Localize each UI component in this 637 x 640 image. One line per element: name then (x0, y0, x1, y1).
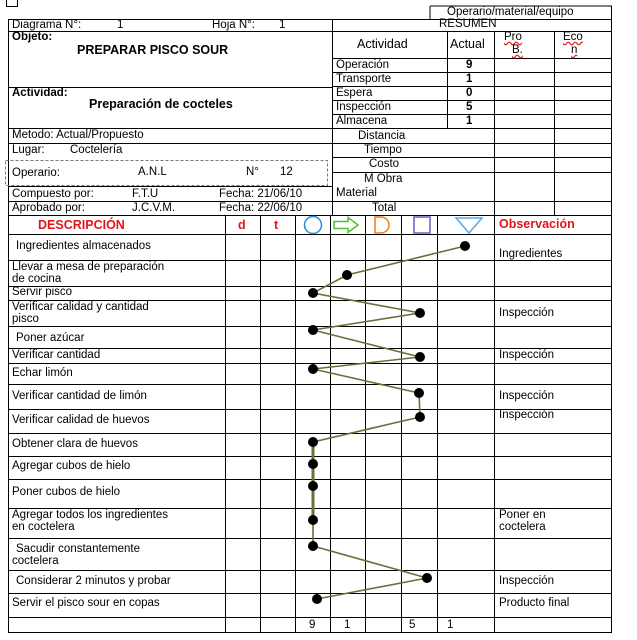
row-13-description-2: en coctelera (12, 521, 75, 533)
diagrama-value: 1 (117, 19, 124, 31)
aprobado-fecha: Fecha: 22/06/10 (219, 202, 303, 214)
row-6-observation: Inspección (499, 349, 554, 361)
summary-operacion-label: Operación (336, 59, 390, 71)
actividad-value: Preparación de cocteles (89, 97, 233, 111)
numero-label: N° (246, 166, 259, 178)
row-9-observation: Inspección (499, 409, 554, 421)
aprobado-value: J.C.V.M. (132, 202, 176, 214)
row-4-description: Verificar calidad y cantidad (12, 301, 149, 313)
row-15-observation: Inspección (499, 575, 554, 587)
flow-marker-row-12 (308, 481, 318, 491)
flow-marker-row-4 (415, 308, 425, 318)
aprobado-label: Aprobado por: (12, 202, 85, 214)
row-4-description-2: pisco (12, 313, 39, 325)
summary-operacion-actual: 9 (466, 59, 473, 71)
summary-costo: Costo (369, 158, 400, 170)
row-1-observation: Ingredientes (499, 248, 563, 260)
operario-material-equipo-label: Operario/material/equipo (447, 6, 574, 18)
objeto-value: PREPARAR PISCO SOUR (77, 43, 229, 57)
row-14-description: Sacudir constantemente (16, 543, 141, 555)
flow-marker-row-11 (308, 459, 318, 469)
flow-marker-row-9 (415, 412, 425, 422)
actividad-label: Actividad: (12, 87, 68, 99)
hoja-label: Hoja N°: (212, 19, 255, 31)
summary-espera-label: Espera (336, 87, 373, 99)
numero-value: 12 (280, 166, 293, 178)
d-header: d (238, 218, 246, 232)
row-14-description-2: coctelera (12, 555, 59, 567)
row-7-description: Echar limón (12, 367, 73, 379)
row-16-description: Servir el pisco sour en copas (12, 597, 160, 609)
summary-espera-actual: 0 (466, 87, 473, 99)
summary-inspeccion-label: Inspección (336, 101, 391, 113)
compuesto-fecha: Fecha: 21/06/10 (219, 188, 303, 200)
summary-total: Total (372, 202, 397, 214)
row-6-description: Verificar cantidad (12, 349, 101, 361)
flow-marker-row-3 (308, 288, 318, 298)
summary-col-eco: Eco (563, 31, 583, 43)
compuesto-value: F.T.U (132, 188, 159, 200)
summary-almacena-actual: 1 (466, 115, 473, 127)
row-15-description: Considerar 2 minutos y probar (16, 575, 171, 587)
summary-transporte-label: Transporte (336, 73, 392, 85)
t-header: t (274, 218, 279, 232)
row-10-description: Obtener clara de huevos (12, 438, 138, 450)
row-13-observation-2: coctelera (499, 521, 546, 533)
flow-marker-row-5 (308, 325, 318, 335)
flow-marker-row-8 (414, 388, 424, 398)
row-8-observation: Inspección (499, 390, 554, 402)
flow-marker-row-14 (308, 541, 318, 551)
summary-transporte-actual: 1 (466, 73, 473, 85)
row-5-description: Poner azúcar (16, 332, 85, 344)
row-2-description: Llevar a mesa de preparación (12, 261, 165, 273)
compuesto-label: Compuesto por: (12, 188, 94, 200)
resumen-title: RESUMEN (439, 18, 497, 30)
summary-distancia: Distancia (358, 130, 406, 142)
summary-tiempo: Tiempo (364, 144, 402, 156)
row-1-description: Ingredientes almacenados (16, 240, 151, 252)
summary-col-eco-2: n (571, 44, 578, 56)
objeto-label: Objeto: (12, 31, 53, 43)
flow-marker-row-16 (312, 594, 322, 604)
row-9-description: Verificar calidad de huevos (12, 414, 150, 426)
lugar-label: Lugar: (12, 144, 45, 156)
flow-connector-line (313, 246, 465, 599)
row-12-description: Poner cubos de hielo (12, 486, 121, 498)
diagrama-label: Diagrama N°: (12, 19, 82, 31)
row-13-description: Agregar todos los ingredientes (12, 509, 168, 521)
row-4-observation: Inspección (499, 307, 554, 319)
row-2-description-2: de cocina (12, 273, 62, 285)
row-3-description: Servir pisco (12, 286, 73, 298)
row-13-observation: Poner en (499, 509, 546, 521)
flow-marker-row-6 (415, 352, 425, 362)
flow-marker-row-15 (422, 573, 432, 583)
summary-col-actividad: Actividad (357, 37, 408, 51)
row-8-description: Verificar cantidad de limón (12, 390, 147, 402)
row-11-description: Agregar cubos de hielo (12, 460, 131, 472)
total-transporte: 1 (344, 619, 351, 631)
hoja-value: 1 (279, 19, 286, 31)
metodo-label: Metodo: Actual/Propuesto (12, 129, 144, 141)
operario-value: A.N.L (138, 166, 167, 178)
flow-marker-row-7 (308, 364, 318, 374)
summary-inspeccion-actual: 5 (466, 101, 473, 113)
total-almacenamiento: 1 (447, 619, 454, 631)
flow-marker-row-1 (460, 241, 470, 251)
flow-marker-row-13 (308, 515, 318, 525)
descripcion-header: DESCRIPCIÓN (38, 218, 125, 232)
flow-marker-row-2 (342, 270, 352, 280)
total-inspeccion: 5 (409, 619, 416, 631)
summary-material: Material (336, 187, 377, 199)
observacion-header: Observación (499, 217, 575, 231)
operario-label: Operario: (12, 167, 60, 179)
summary-col-pro: Pro (504, 31, 522, 43)
flow-marker-row-10 (308, 437, 318, 447)
total-operacion: 9 (309, 619, 316, 631)
lugar-value: Coctelería (70, 144, 123, 156)
summary-almacena-label: Almacena (336, 115, 388, 127)
summary-mobra: M Obra (364, 173, 403, 185)
row-16-observation: Producto final (499, 597, 570, 609)
summary-col-pro-2: B. (512, 44, 523, 56)
summary-col-actual: Actual (450, 37, 485, 51)
